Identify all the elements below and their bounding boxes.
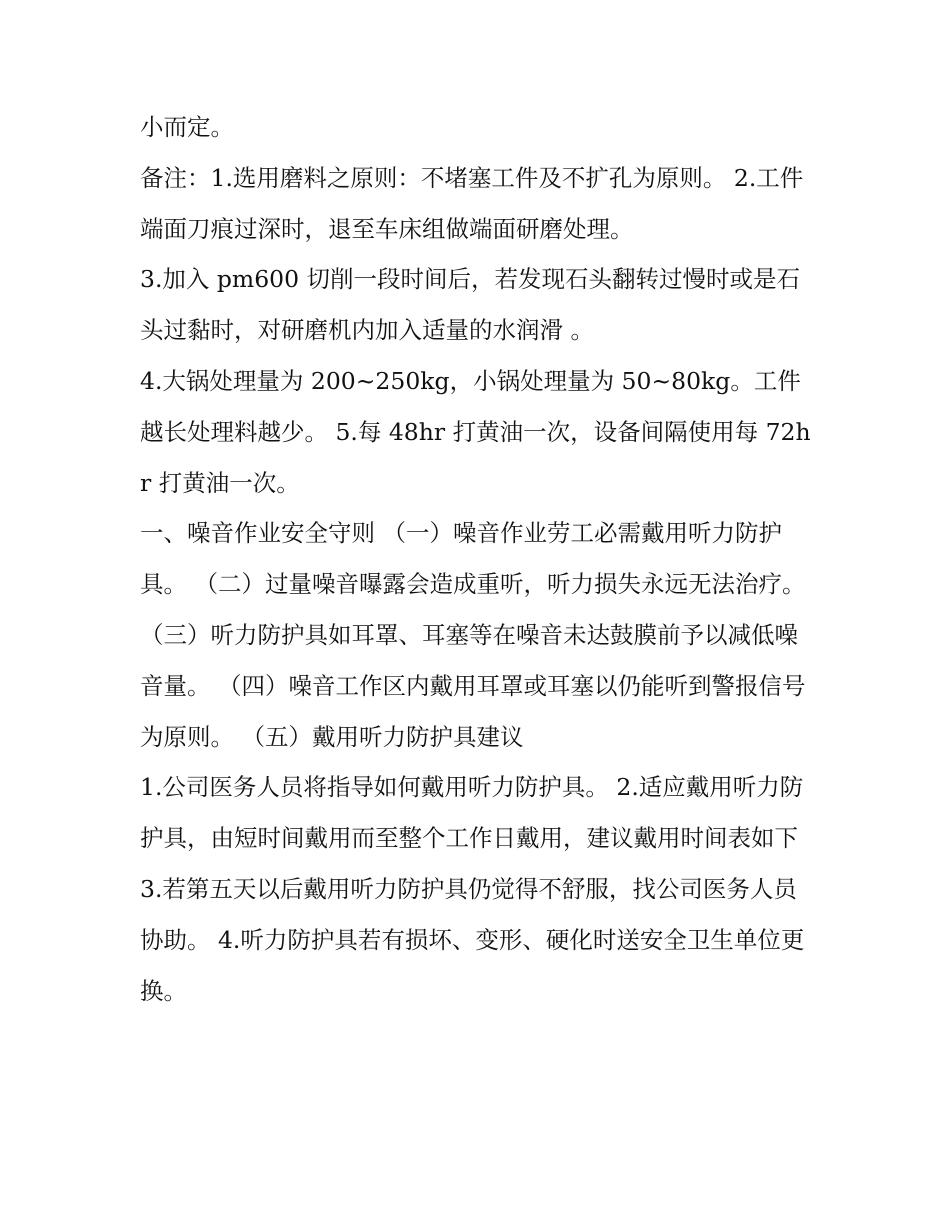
- paragraph-note-abrasive: 备注：1.选用磨料之原则：不堵塞工件及不扩孔为原则。 2.工件端面刀痕过深时，退至车床组做端面研磨处理。: [140, 163, 804, 243]
- paragraph-protector-advice-2: 3.若第五天以后戴用听力防护具仍觉得不舒服，找公司医务人员协助。 4.听力防护具若有损坏、变形、硬化时送安全卫生单位更换。: [140, 874, 805, 1005]
- paragraph-protector-advice-1: 1.公司医务人员将指导如何戴用听力防护具。 2.适应戴用听力防护具，由短时间戴用而至整个工作日戴用，建议戴用时间表如下: [140, 773, 804, 853]
- paragraph-noise-rules-2: （三）听力防护具如耳罩、耳塞等在噪音未达鼓膜前予以减低噪音量。 （四）噪音工作区内戴用耳罩或耳塞以仍能听到警报信号为原则。 （五）戴用听力防护具建议: [140, 620, 806, 751]
- paragraph-continuation: 小而定。: [140, 113, 234, 141]
- paragraph-note-capacity: 4.大锅处理量为 200~250kg，小锅处理量为 50~80kg。工件越长处理料越少。 5.每 48hr 打黄油一次，设备间隔使用每 72hr 打黄油一次。: [140, 366, 811, 497]
- paragraph-note-water: 3.加入 pm600 切削一段时间后，若发现石头翻转过慢时或是石头过黏时，对研磨机内加入适量的水润滑 。: [140, 265, 801, 345]
- document-body: [140, 102, 815, 1016]
- paragraph-noise-rules-1: 一、噪音作业安全守则 （一）噪音作业劳工必需戴用听力防护具。 （二）过量噪音曝露会造成重听，听力损失永远无法治疗。: [140, 519, 806, 599]
